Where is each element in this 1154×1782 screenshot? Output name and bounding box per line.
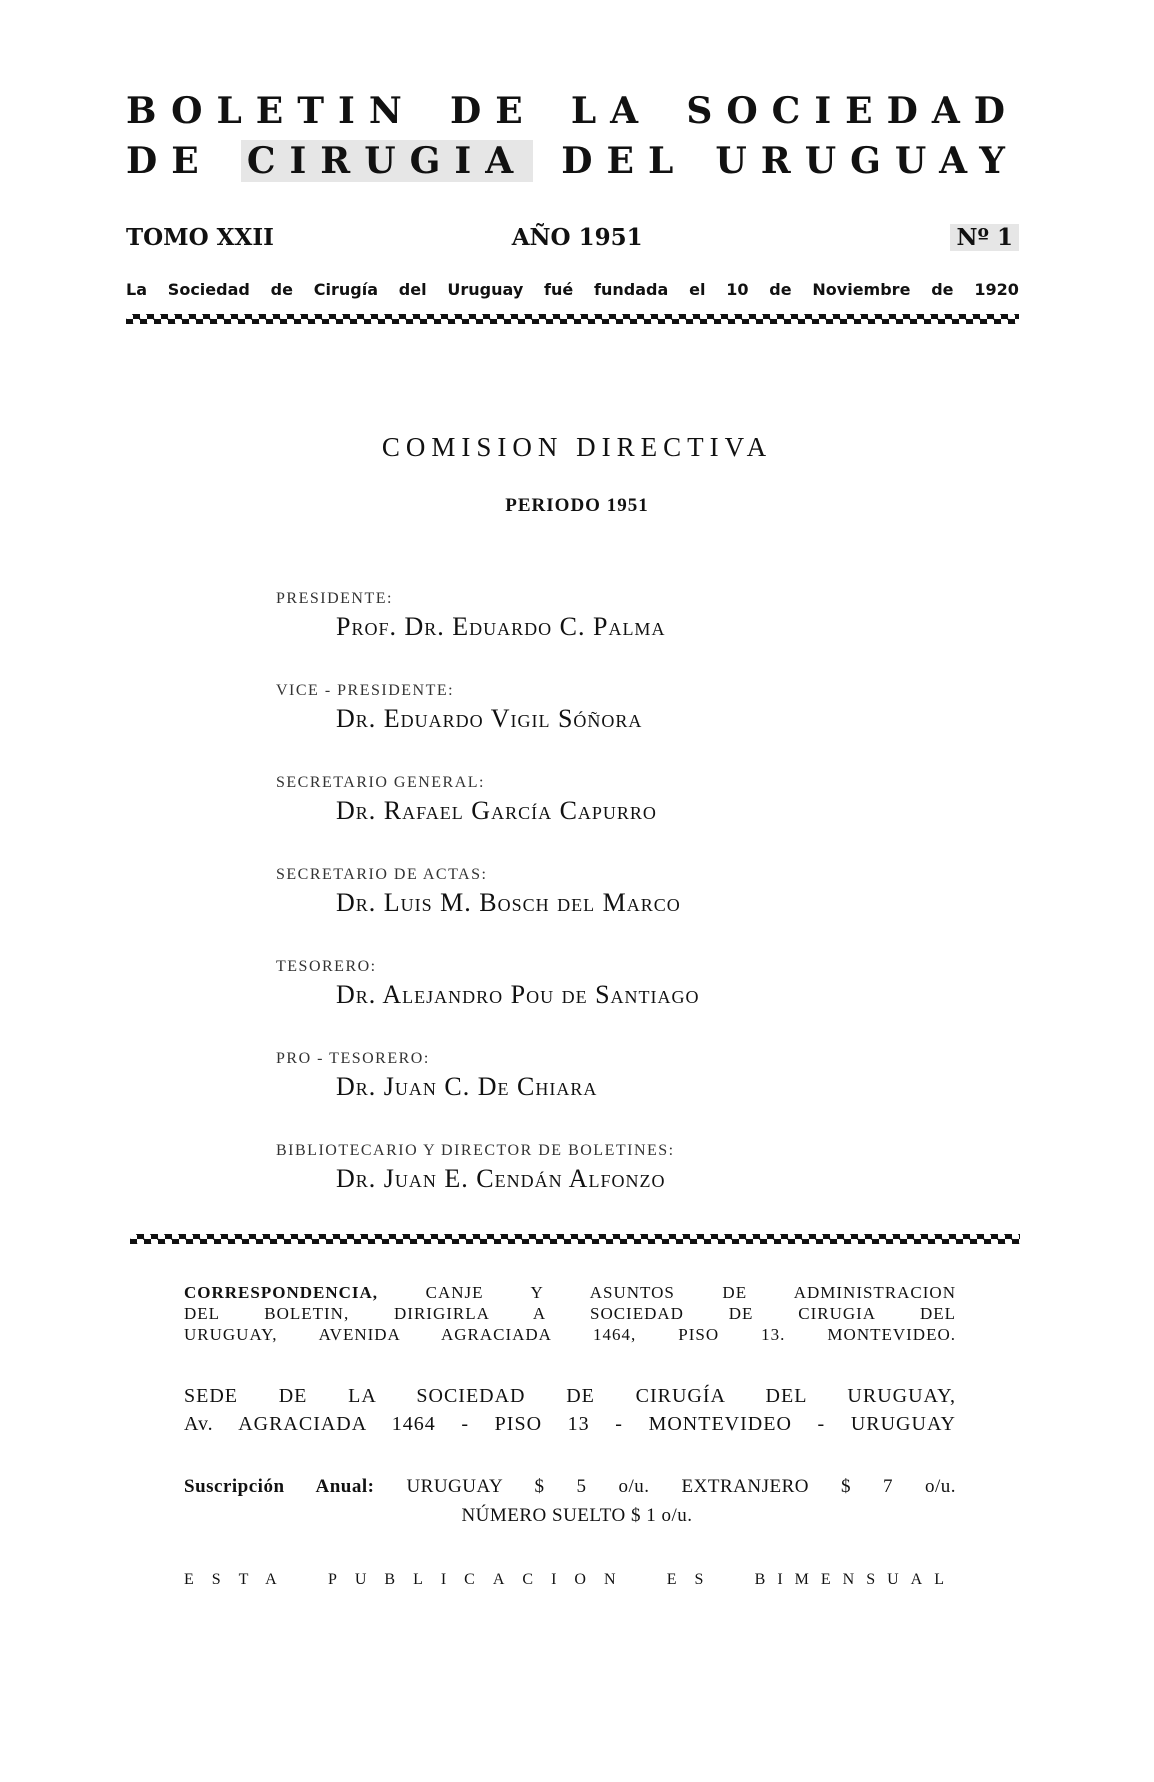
subscription-prices: URUGUAY $ 5 o/u. EXTRANJERO $ 7 o/u. — [406, 1476, 956, 1497]
frequency-word: ES — [666, 1571, 722, 1588]
correspondence-line-2: DEL BOLETIN, DIRIGIRLA A SOCIEDAD DE CIRUGIA DEL — [184, 1304, 956, 1323]
founded-word: de — [270, 280, 293, 299]
founded-word: 1920 — [974, 280, 1019, 299]
officer-role: PRO - TESORERO: — [276, 1050, 430, 1067]
founded-word: el — [689, 280, 706, 299]
masthead-word: DE — [126, 140, 213, 182]
decorative-border-top — [126, 314, 1019, 324]
correspondence-lead: CORRESPONDENCIA, — [184, 1283, 379, 1302]
frequency-word: BIMENSUAL — [754, 1571, 956, 1588]
masthead-word-highlighted: CIRUGIA — [241, 140, 533, 182]
issue-info — [126, 224, 1019, 251]
board-period: PERIODO 1951 — [505, 495, 649, 516]
issue-number: Nº 1 — [950, 224, 1019, 251]
subscription-line-1 — [184, 1476, 956, 1498]
tomo-label: TOMO XXII — [126, 224, 274, 251]
officer-name: Dr. Alejandro Pou de Santiago — [336, 980, 700, 1009]
masthead-word: DE — [449, 90, 537, 132]
founded-word: La — [126, 280, 147, 299]
officer-name: Dr. Juan C. De Chiara — [336, 1072, 598, 1101]
officer-role: SECRETARIO GENERAL: — [276, 774, 485, 791]
officer-name: Prof. Dr. Eduardo C. Palma — [336, 612, 666, 641]
headquarters-line-1: SEDE DE LA SOCIEDAD DE CIRUGÍA DEL URUGUAY, — [184, 1385, 956, 1407]
decorative-border-bottom — [130, 1234, 1020, 1244]
board-heading: COMISION DIRECTIVA — [381, 432, 773, 462]
officer-role: SECRETARIO DE ACTAS: — [276, 866, 488, 883]
founded-word: fué — [544, 280, 574, 299]
headquarters-line-2: Av. AGRACIADA 1464 - PISO 13 - MONTEVIDEO - URUGUAY — [184, 1413, 956, 1435]
officer-role: PRESIDENTE: — [276, 590, 393, 607]
correspondence-line-1 — [184, 1282, 956, 1303]
masthead-word: BOLETIN — [126, 90, 416, 132]
year-label: AÑO 1951 — [511, 224, 643, 251]
officer-name: Dr. Eduardo Vigil Sóñora — [336, 704, 643, 733]
frequency-word: ESTA — [184, 1571, 295, 1588]
founded-word: 10 — [726, 280, 749, 299]
correspondence-line-3: URUGUAY, AVENIDA AGRACIADA 1464, PISO 13. MONTEVIDEO. — [184, 1325, 956, 1344]
subscription-lead: Suscripción Anual: — [184, 1476, 375, 1497]
founded-word: fundada — [594, 280, 669, 299]
founded-note — [126, 280, 1019, 299]
masthead-word: URUGUAY — [715, 140, 1019, 182]
founded-word: de — [931, 280, 954, 299]
officer-name: Dr. Luis M. Bosch del Marco — [336, 888, 681, 917]
frequency-word: PUBLICACION — [327, 1571, 634, 1588]
founded-word: Uruguay — [447, 280, 524, 299]
correspondence-text: CANJE Y ASUNTOS DE ADMINISTRACION — [425, 1283, 956, 1302]
masthead-word: SOCIEDAD — [686, 90, 1019, 132]
founded-word: Sociedad — [167, 280, 250, 299]
subscription-line-2: NÚMERO SUELTO $ 1 o/u. — [461, 1505, 693, 1526]
founded-word: Cirugía — [313, 280, 378, 299]
founded-word: de — [769, 280, 792, 299]
founded-word: Noviembre — [812, 280, 911, 299]
officer-role: VICE - PRESIDENTE: — [276, 682, 455, 699]
masthead-line-2 — [126, 140, 1019, 182]
officer-role: BIBLIOTECARIO Y DIRECTOR DE BOLETINES: — [276, 1142, 675, 1159]
masthead-word: LA — [570, 90, 653, 132]
masthead-line-1 — [126, 90, 1019, 132]
masthead-word: DEL — [561, 140, 688, 182]
frequency-note — [184, 1571, 956, 1589]
founded-word: del — [398, 280, 427, 299]
officer-name: Dr. Juan E. Cendán Alfonzo — [336, 1164, 666, 1193]
officer-name: Dr. Rafael García Capurro — [336, 796, 657, 825]
officer-role: TESORERO: — [276, 958, 377, 975]
